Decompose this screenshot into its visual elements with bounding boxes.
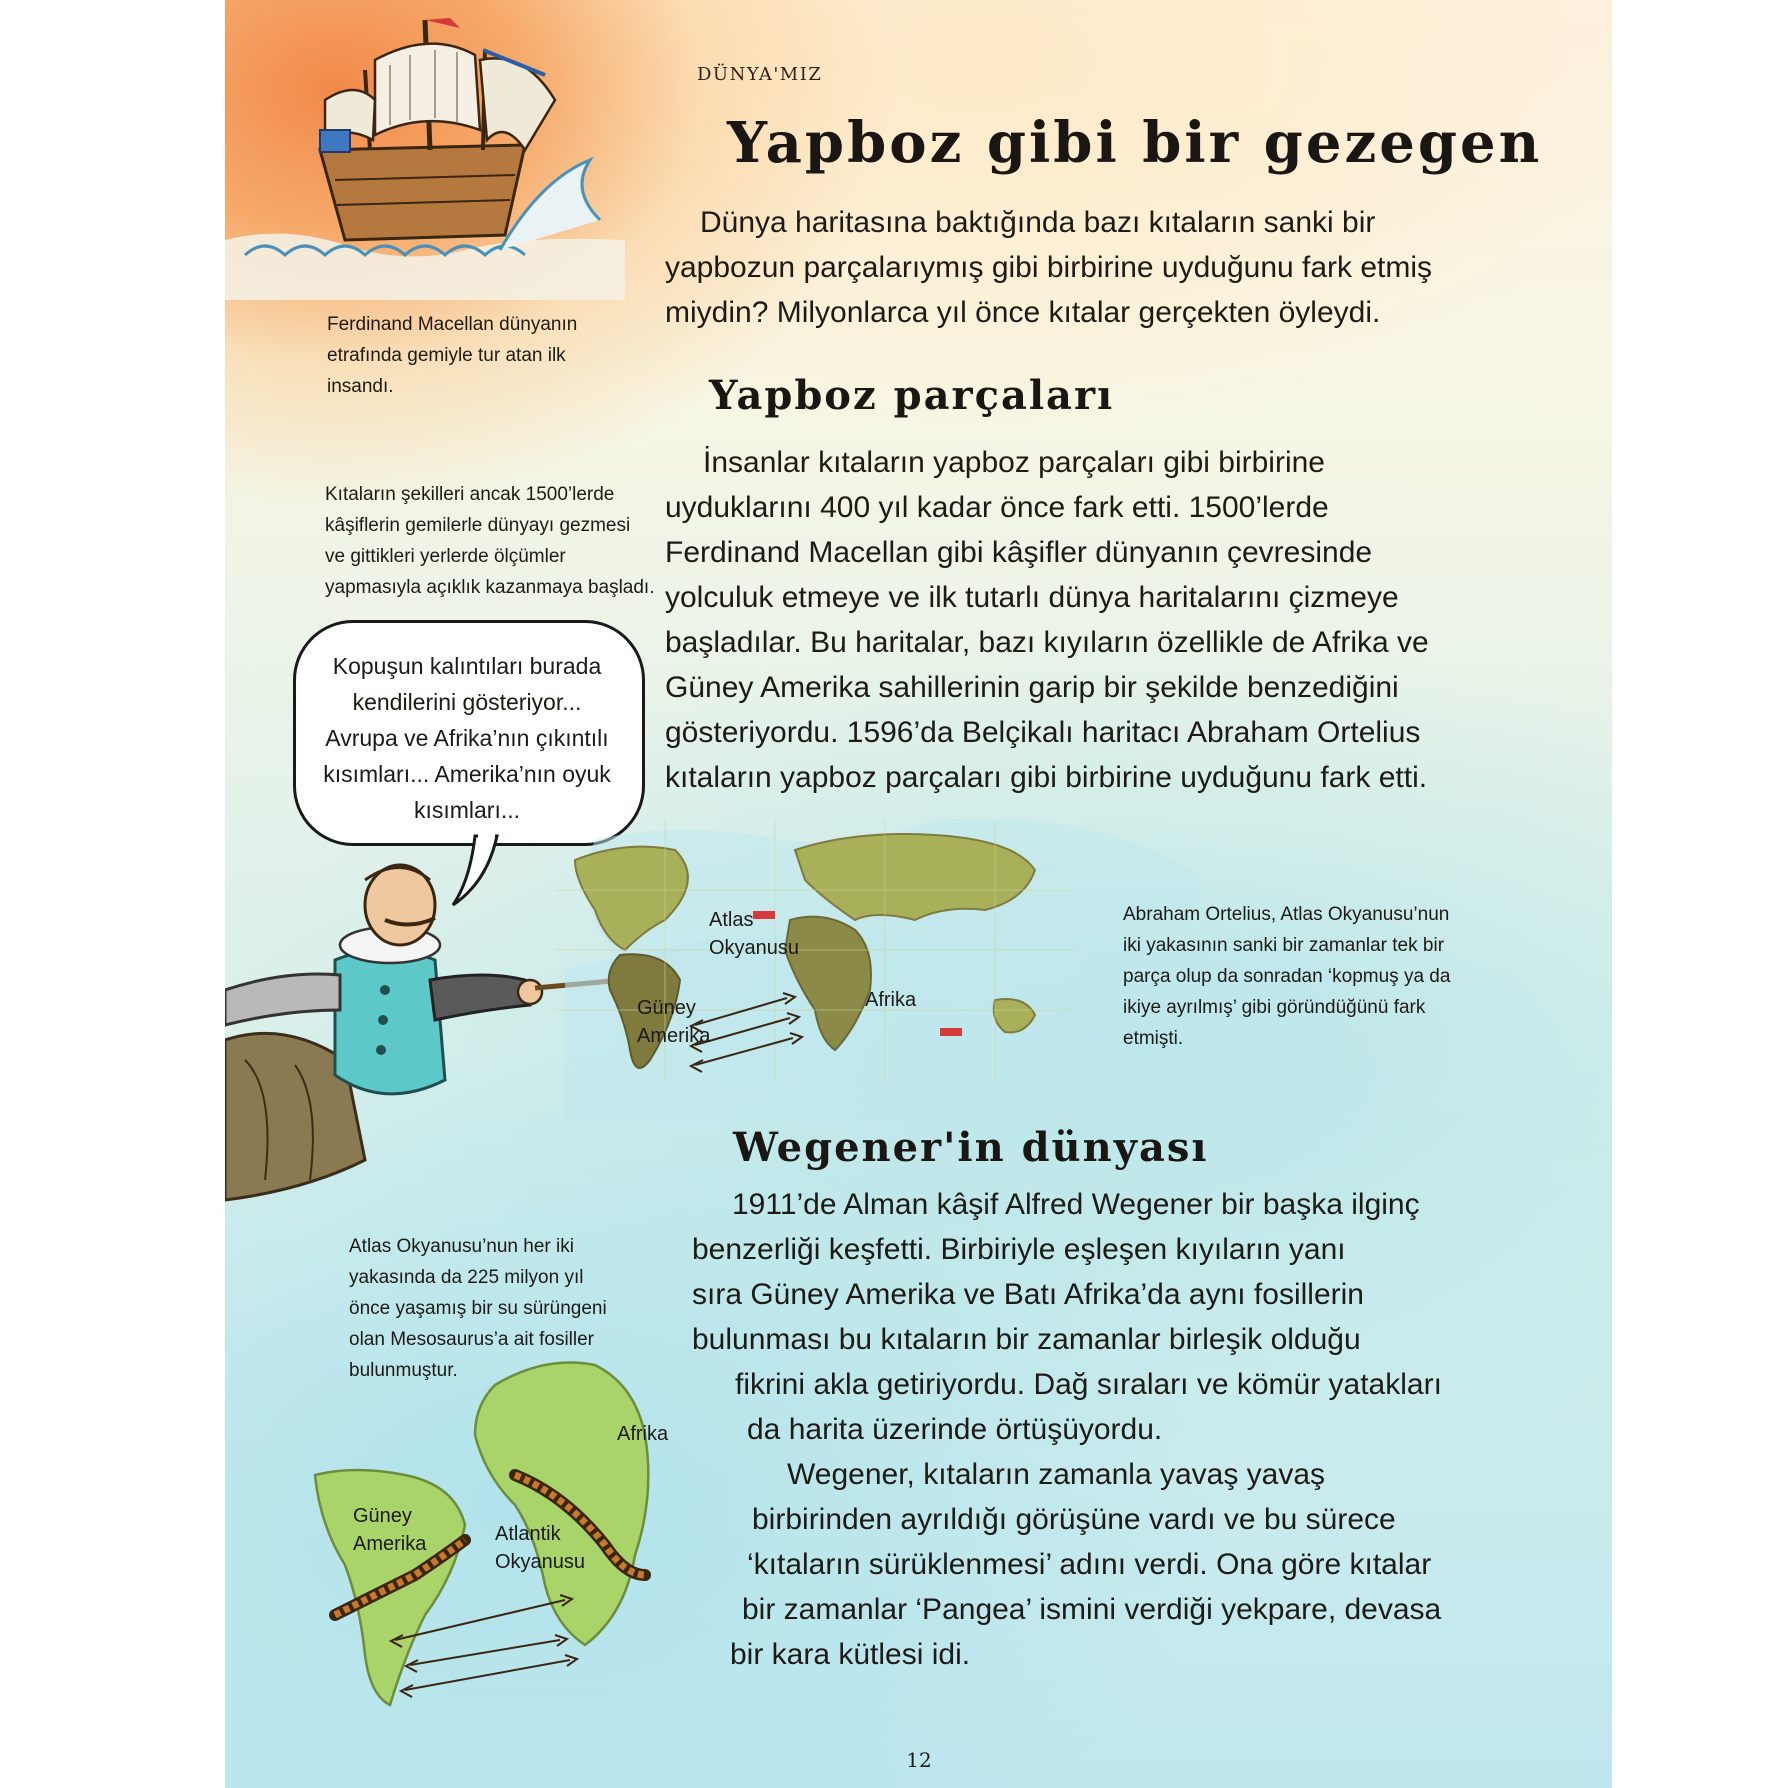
caption-line: olan Mesosaurus’a ait fosiller [349, 1329, 595, 1350]
intro-line: Dünya haritasına baktığında bazı kıtaların sanki bir [700, 206, 1376, 239]
section2-paragraph [692, 1182, 1442, 1677]
intro-line: yapbozun parçalarıymış gibi birbirine uyduğunu fark etmiş [665, 251, 1433, 284]
section1-heading: Yapboz parçaları [709, 372, 1115, 419]
speech-bubble-text [309, 648, 625, 828]
caption-line: önce yaşamış bir su sürüngeni [349, 1298, 607, 1319]
fossil-label-atlantic [495, 1520, 585, 1576]
map-label-africa: Afrika [865, 989, 917, 1011]
bubble-line: Kopuşun kalıntıları burada [332, 653, 602, 679]
caption-ortelius [1123, 899, 1450, 1054]
intro-paragraph [665, 200, 1432, 335]
paragraph-line: gösteriyordu. 1596’da Belçikalı haritacı Abraham Ortelius [665, 716, 1421, 749]
caption-line: ve gittikleri yerlerde ölçümler [325, 546, 566, 567]
ship-illustration [225, 0, 625, 300]
fossil-label-africa: Afrika [617, 1423, 669, 1445]
speech-bubble-tail [225, 0, 226, 1]
section-label: DÜNYA'MIZ [697, 64, 823, 85]
page-title: Yapboz gibi bir gezegen [727, 110, 1543, 176]
paragraph-line: Wegener, kıtaların zamanla yavaş yavaş [787, 1458, 1326, 1491]
caption-line: yakasında da 225 milyon yıl [349, 1267, 584, 1288]
section1-paragraph [665, 440, 1429, 800]
paragraph-line: da harita üzerinde örtüşüyordu. [747, 1413, 1163, 1446]
paragraph-line: benzerliği keşfetti. Birbiriyle eşleşen kıyıların yanı [692, 1233, 1346, 1266]
map-label-line: Amerika [353, 1533, 427, 1555]
map-label-line: Güney [353, 1505, 412, 1527]
caption-continents [325, 479, 655, 603]
map-label-line: Güney [637, 997, 696, 1019]
paragraph-line: kıtaların yapboz parçaları gibi birbirine uyduğunu fark etti. [665, 761, 1428, 794]
caption-line: ikiye ayrılmış’ gibi göründüğünü fark [1123, 997, 1426, 1018]
paragraph-line: Güney Amerika sahillerinin garip bir şekilde benzediğini [665, 671, 1399, 704]
caption-line: insandı. [327, 376, 394, 397]
caption-line: kâşiflerin gemilerle dünyayı gezmesi [325, 515, 631, 536]
paragraph-line: Ferdinand Macellan gibi kâşifler dünyanın çevresinde [665, 536, 1373, 569]
caption-line: yapmasıyla açıklık kazanmaya başladı. [325, 577, 655, 598]
paragraph-line: uyduklarını 400 yıl kadar önce fark etti. 1500’lerde [665, 491, 1329, 524]
paragraph-line: sıra Güney Amerika ve Batı Afrika’da aynı fosillerin [692, 1278, 1364, 1311]
caption-line: Atlas Okyanusu’nun her iki [349, 1236, 574, 1257]
paragraph-line: bir zamanlar ‘Pangea’ ismini verdiği yekpare, devasa [742, 1593, 1442, 1626]
map-label-south-america [637, 994, 710, 1050]
caption-line: parça olup da sonradan ‘kopmuş ya da [1123, 966, 1451, 987]
paragraph-line: 1911’de Alman kâşif Alfred Wegener bir başka ilginç [732, 1188, 1420, 1221]
book-page [225, 0, 1612, 1788]
paragraph-line: bulunması bu kıtaların bir zamanlar birleşik olduğu [692, 1323, 1361, 1356]
paragraph-line: İnsanlar kıtaların yapboz parçaları gibi birbirine [703, 446, 1325, 479]
fossil-label-south-america [353, 1502, 426, 1558]
paragraph-line: bir kara kütlesi idi. [730, 1638, 971, 1671]
map-label-line: Okyanusu [709, 937, 800, 959]
bubble-line: kısımları... [413, 797, 521, 823]
caption-line: Ferdinand Macellan dünyanın [327, 314, 578, 335]
map-label-line: Okyanusu [495, 1551, 586, 1573]
section2-heading: Wegener'in dünyası [733, 1124, 1209, 1171]
map-label-line: Atlas [709, 909, 754, 931]
caption-line: Kıtaların şekilleri ancak 1500’lerde [325, 484, 615, 505]
map-label-line: Atlantik [495, 1523, 561, 1545]
bubble-line: Avrupa ve Afrika’nın çıkıntılı [325, 725, 609, 751]
paragraph-line: başladılar. Bu haritalar, bazı kıyıların özellikle de Afrika ve [665, 626, 1429, 659]
caption-line: etmişti. [1123, 1028, 1184, 1049]
caption-line: bulunmuştur. [349, 1360, 458, 1381]
paragraph-line: fikrini akla getiriyordu. Dağ sıraları ve kömür yatakları [735, 1368, 1442, 1401]
caption-line: Abraham Ortelius, Atlas Okyanusu’nun [1123, 904, 1450, 925]
bubble-line: kendilerini gösteriyor... [352, 689, 582, 715]
map-label-atlas [709, 906, 799, 962]
caption-line: etrafında gemiyle tur atan ilk [327, 345, 566, 366]
paragraph-line: ‘kıtaların sürüklenmesi’ adını verdi. Ona göre kıtalar [747, 1548, 1432, 1581]
intro-line: miydin? Milyonlarca yıl önce kıtalar gerçekten öyleydi. [665, 296, 1381, 329]
caption-line: iki yakasının sanki bir zamanlar tek bir [1123, 935, 1445, 956]
paragraph-line: yolculuk etmeye ve ilk tutarlı dünya haritalarını çizmeye [665, 581, 1399, 614]
paragraph-line: birbirinden ayrıldığı görüşüne vardı ve bu sürece [752, 1503, 1396, 1536]
bubble-line: kısımları... Amerika’nın oyuk [323, 761, 611, 787]
page-number: 12 [906, 1748, 932, 1772]
caption-magellan [327, 309, 577, 402]
map-label-line: Amerika [637, 1025, 711, 1047]
